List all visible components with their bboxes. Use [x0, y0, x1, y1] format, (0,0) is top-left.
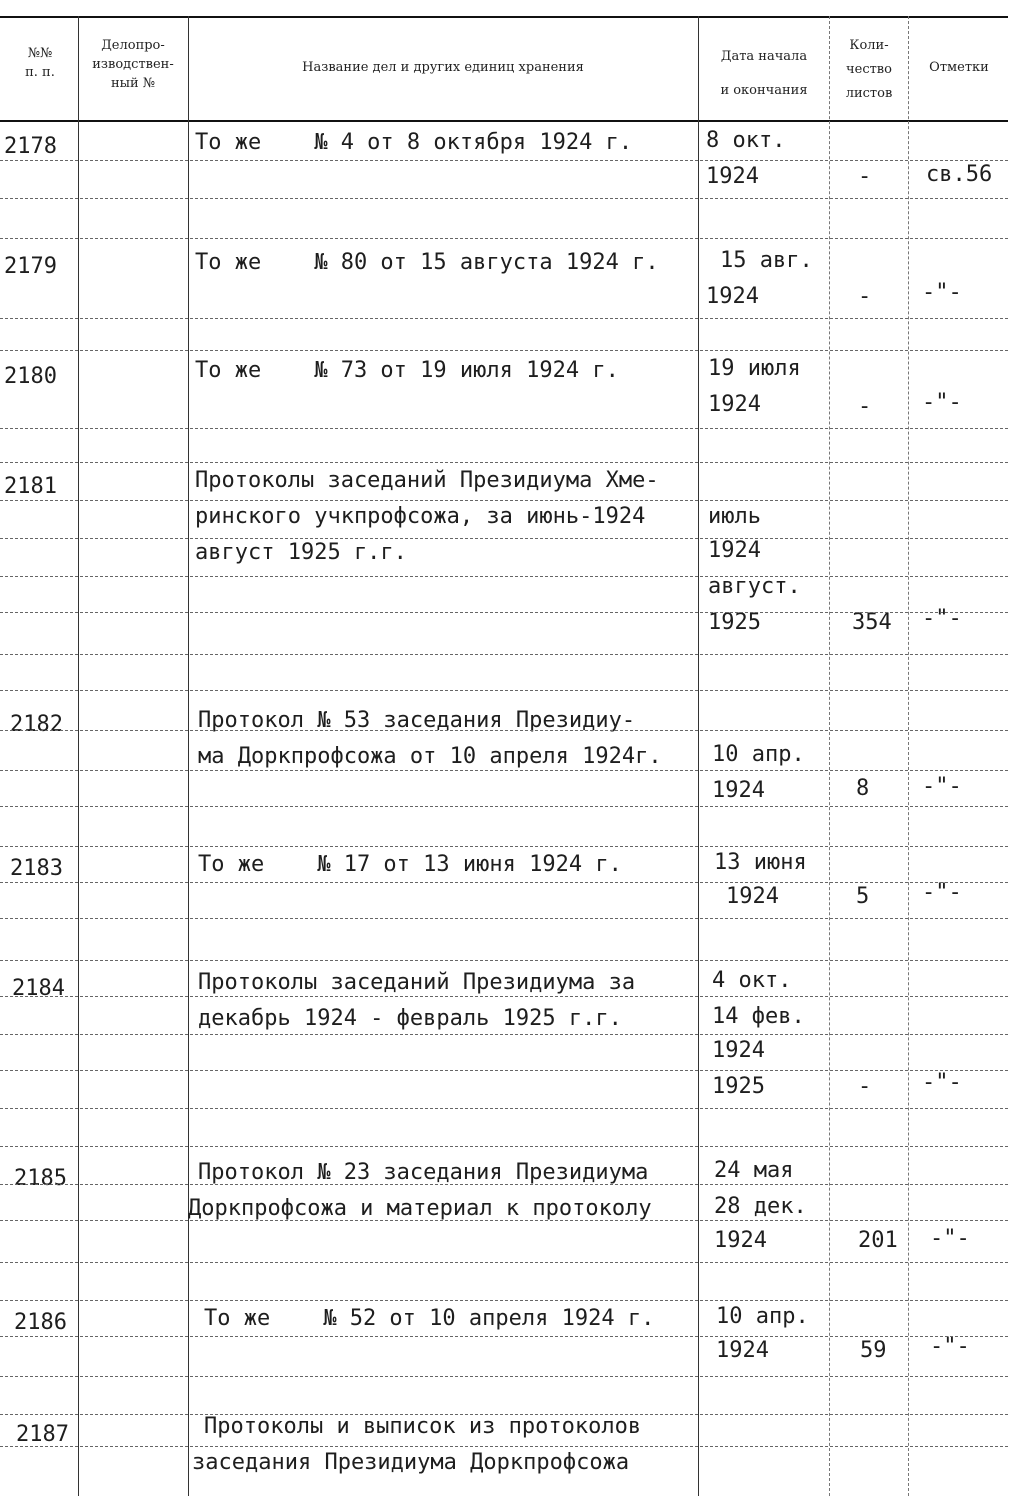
row-2185-num: 2185	[14, 1166, 67, 1191]
row-2181-title-1: Протоколы заседаний Президиума Хме-	[195, 468, 659, 493]
row-2184-date-3: 1924	[712, 1038, 765, 1063]
row-2179-title-1: То же № 80 от 15 августа 1924 г.	[195, 250, 659, 275]
row-2181-sheets: 354	[852, 610, 892, 635]
row-rule	[0, 846, 1008, 847]
row-2186-title-1: То же № 52 от 10 апреля 1924 г.	[204, 1306, 655, 1331]
row-2184-date-4: 1925	[712, 1074, 765, 1099]
header-col-dates-line2: и окончания	[720, 83, 808, 98]
row-rule	[0, 882, 1008, 883]
header-col-notes-text: Отметки	[929, 60, 989, 75]
row-2182-notes: -"-	[922, 774, 962, 799]
row-2186-sheets: 59	[860, 1338, 887, 1363]
header-col-title	[190, 58, 696, 77]
header-col-sheets-line3: листов	[845, 86, 893, 101]
row-2185-notes: -"-	[930, 1226, 970, 1251]
row-rule	[0, 612, 1008, 613]
row-rule	[0, 1220, 1008, 1221]
row-2181-date-1: июль	[708, 504, 761, 529]
row-2185-title-2: Доркпрофсожа и материал к протоколу	[188, 1196, 652, 1221]
row-2181-title-3: август 1925 г.г.	[195, 540, 407, 565]
header-col-office-line2: изводствен-	[92, 57, 174, 72]
row-2178-date-2: 1924	[706, 164, 759, 189]
header-col-sheets-line1: Коли-	[849, 38, 889, 53]
row-rule	[0, 806, 1008, 807]
row-2186-notes: -"-	[930, 1334, 970, 1359]
row-2181-date-2: 1924	[708, 538, 761, 563]
row-rule	[0, 654, 1008, 655]
row-rule	[0, 690, 1008, 691]
row-rule	[0, 238, 1008, 239]
row-2185-date-3: 1924	[714, 1228, 767, 1253]
row-2186-date-2: 1924	[716, 1338, 769, 1363]
row-2182-num: 2182	[10, 712, 63, 737]
row-rule	[0, 770, 1008, 771]
row-2181-date-3: август.	[708, 574, 801, 599]
row-2182-date-1: 10 апр.	[712, 742, 805, 767]
row-2180-date-1: 19 июля	[708, 356, 801, 381]
header-col-dates	[700, 40, 828, 108]
row-2183-title-1: То же № 17 от 13 июня 1924 г.	[198, 852, 622, 877]
row-rule	[0, 1300, 1008, 1301]
row-2181-title-2: ринского учкпрофсожа, за июнь-1924	[195, 504, 646, 529]
header-col-dates-line1: Дата начала	[720, 49, 808, 64]
row-2180-num: 2180	[4, 364, 57, 389]
row-rule	[0, 1184, 1008, 1185]
row-2180-title-1: То же № 73 от 19 июля 1924 г.	[195, 358, 619, 383]
row-2183-sheets: 5	[856, 884, 870, 909]
row-2180-notes: -"-	[922, 390, 962, 415]
row-2181-notes: -"-	[922, 606, 962, 631]
row-rule	[0, 500, 1008, 501]
row-2179-date-1: 15 авг.	[720, 248, 813, 273]
row-2183-date-1: 13 июня	[714, 850, 807, 875]
row-2185-title-1: Протокол № 23 заседания Президиума	[198, 1160, 649, 1185]
row-2184-sheets: -	[858, 1074, 872, 1099]
row-2183-num: 2183	[10, 856, 63, 881]
table-top-rule	[0, 16, 1008, 18]
row-rule	[0, 1414, 1008, 1415]
header-bottom-rule	[0, 120, 1008, 122]
row-2179-sheets: -	[858, 284, 872, 309]
row-2184-notes: -"-	[922, 1070, 962, 1095]
row-rule	[0, 730, 1008, 731]
header-col-num	[4, 44, 76, 82]
row-2184-title-1: Протоколы заседаний Президиума за	[198, 970, 636, 995]
row-rule	[0, 576, 1008, 577]
row-rule	[0, 1034, 1008, 1035]
row-2183-notes: -"-	[922, 880, 962, 905]
header-col-num-line1: №№	[27, 46, 53, 61]
row-2178-num: 2178	[4, 134, 57, 159]
row-rule	[0, 1262, 1008, 1263]
row-rule	[0, 1446, 1008, 1447]
row-2179-date-2: 1924	[706, 284, 759, 309]
row-rule	[0, 1146, 1008, 1147]
row-rule	[0, 198, 1008, 199]
row-rule	[0, 1070, 1008, 1071]
row-rule	[0, 538, 1008, 539]
header-col-sheets-line2: чество	[846, 62, 892, 77]
header-col-office-line3: ный №	[110, 76, 156, 91]
header-col-office-line1: Делопро-	[101, 38, 165, 53]
header-col-title-text: Название дел и других единиц хранения	[302, 60, 584, 75]
row-2187-title-1: Протоколы и выписок из протоколов	[204, 1414, 642, 1439]
row-rule	[0, 996, 1008, 997]
header-col-notes	[910, 58, 1008, 77]
row-2184-num: 2184	[12, 976, 65, 1001]
row-rule	[0, 1376, 1008, 1377]
row-2178-sheets: -	[858, 164, 872, 189]
row-rule	[0, 918, 1008, 919]
row-2181-date-4: 1925	[708, 610, 761, 635]
row-2182-title-1: Протокол № 53 заседания Президиу-	[198, 708, 636, 733]
row-rule	[0, 318, 1008, 319]
row-2178-notes: св.56	[926, 162, 993, 187]
header-col-sheets	[831, 34, 907, 106]
row-rule	[0, 160, 1008, 161]
row-2178-title-1: То же № 4 от 8 октября 1924 г.	[195, 130, 633, 155]
row-2186-num: 2186	[14, 1310, 67, 1335]
row-rule	[0, 462, 1008, 463]
row-2182-title-2: ма Доркпрофсожа от 10 апреля 1924г.	[198, 744, 662, 769]
row-2187-title-2: заседания Президиума Доркпрофсожа	[192, 1450, 630, 1475]
row-rule	[0, 1108, 1008, 1109]
row-2185-date-1: 24 мая	[714, 1158, 794, 1183]
row-2184-date-2: 14 фев.	[712, 1004, 805, 1029]
row-2186-date-1: 10 апр.	[716, 1304, 809, 1329]
row-2179-notes: -"-	[922, 280, 962, 305]
row-rule	[0, 960, 1008, 961]
header-col-office	[80, 36, 186, 93]
row-2180-date-2: 1924	[708, 392, 761, 417]
row-2180-sheets: -	[858, 394, 872, 419]
header-col-num-line2: п. п.	[25, 65, 55, 80]
row-2185-sheets: 201	[858, 1228, 898, 1253]
row-2179-num: 2179	[4, 254, 57, 279]
row-rule	[0, 350, 1008, 351]
row-rule	[0, 428, 1008, 429]
row-2178-date-1: 8 окт.	[706, 128, 786, 153]
row-2181-num: 2181	[4, 474, 57, 499]
row-2187-num: 2187	[16, 1422, 69, 1447]
row-2183-date-2: 1924	[726, 884, 779, 909]
row-2182-sheets: 8	[856, 776, 870, 801]
row-2184-title-2: декабрь 1924 - февраль 1925 г.г.	[198, 1006, 622, 1031]
row-2185-date-2: 28 дек.	[714, 1194, 807, 1219]
row-2182-date-2: 1924	[712, 778, 765, 803]
row-rule	[0, 1336, 1008, 1337]
row-2184-date-1: 4 окт.	[712, 968, 792, 993]
